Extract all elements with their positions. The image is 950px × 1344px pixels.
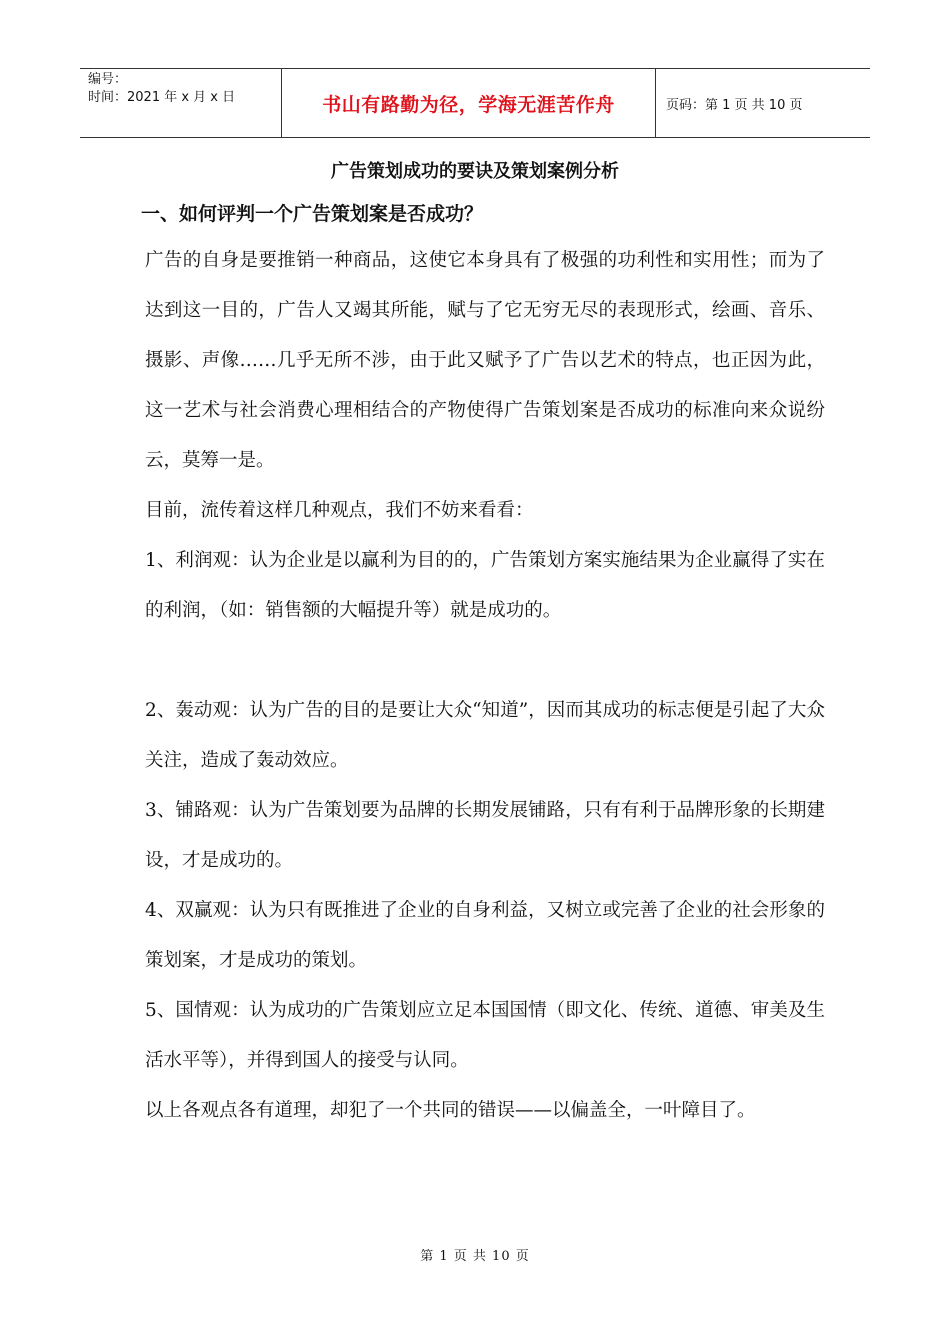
page-footer: 第 1 页 共 10 页 — [420, 1249, 530, 1264]
blank-line — [145, 636, 825, 686]
header-meta — [80, 69, 282, 137]
paragraph-paving-view: 3、铺路观：认为广告策划要为品牌的长期发展铺路，只有有利于品牌形象的长期建设，才是成功的。 — [145, 800, 825, 871]
paragraph-win-win-view: 4、双赢观：认为只有既推进了企业的自身利益，又树立或完善了企业的社会形象的策划案，才是成功的策划。 — [145, 900, 825, 971]
paragraph-intro: 广告的自身是要推销一种商品，这使它本身具有了极强的功利性和实用性；而为了达到这一目的，广告人又竭其所能，赋与了它无穷无尽的表现形式，绘画、音乐、摄影、声像……几乎无所不涉，由于此又赋予了广告以艺术的特点，也正因为此，这一艺术与社会消费心理相结合的产物使得广告策划案是否成功的标准向来众说纷云，莫筹一是。 — [145, 250, 825, 471]
date-label: 时间：2021 年 x 月 x 日 — [88, 90, 236, 105]
paragraph-viewpoints-intro: 目前，流传着这样几种观点，我们不妨来看看： — [145, 500, 534, 521]
section-heading: 一、如何评判一个广告策划案是否成功？ — [141, 203, 484, 225]
paragraph-profit-view: 1、利润观：认为企业是以赢利为目的的，广告策划方案实施结果为企业赢得了实在的利润，（如：销售额的大幅提升等）就是成功的。 — [145, 550, 825, 621]
paragraph-conclusion: 以上各观点各有道理，却犯了一个共同的错误——以偏盖全，一叶障目了。 — [145, 1100, 756, 1121]
paragraph-national-view: 5、国情观：认为成功的广告策划应立足本国国情（即文化、传统、道德、审美及生活水平等），并得到国人的接受与认同。 — [145, 1000, 825, 1071]
code-label: 编号： — [88, 72, 128, 87]
paragraph-sensation-view: 2、轰动观：认为广告的目的是要让大众“知道”，因而其成功的标志便是引起了大众关注，造成了轰动效应。 — [145, 700, 825, 771]
header-page-info: 页码：第 1 页 共 10 页 — [666, 97, 803, 113]
header-motto: 书山有路勤为径，学海无涯苦作舟 — [282, 69, 656, 137]
document-title: 广告策划成功的要诀及策划案例分析 — [331, 161, 619, 182]
document-body — [141, 198, 825, 1136]
document-header — [80, 68, 870, 138]
